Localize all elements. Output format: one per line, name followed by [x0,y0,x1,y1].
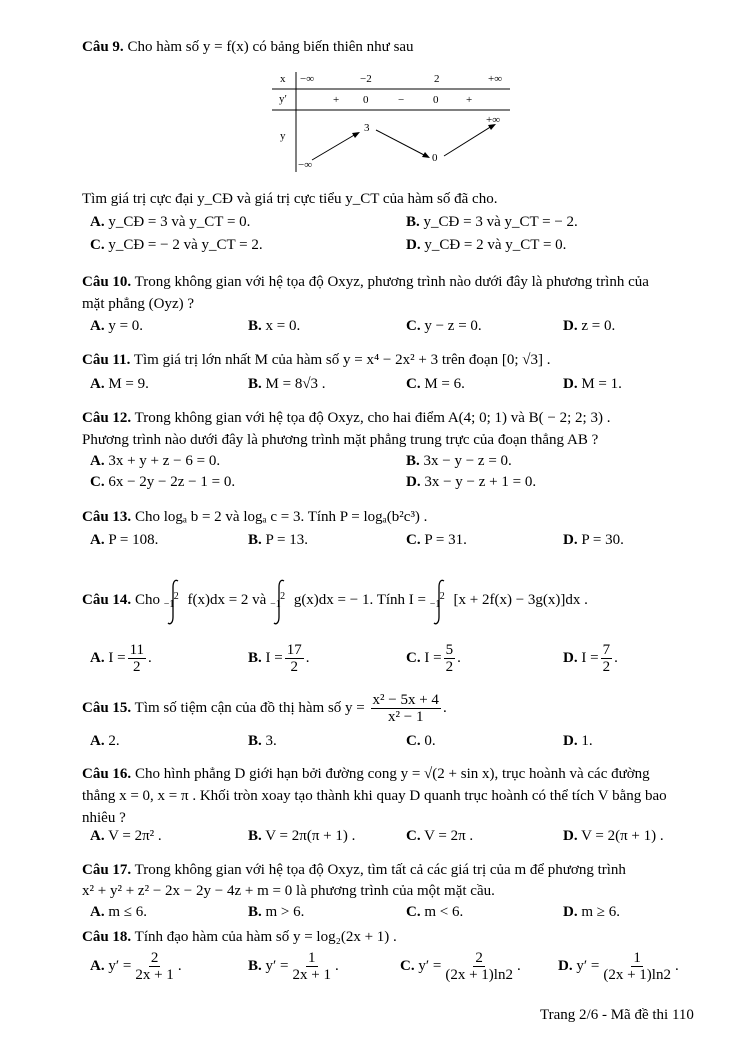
option-d[interactable] [563,375,622,393]
option-d[interactable] [563,531,624,549]
fraction [601,642,613,675]
page-footer: Trang 2/6 - Mã đề thi 110 [540,1007,694,1023]
question-label: Câu 17. [82,862,132,878]
option-label: C. [406,733,421,749]
question-9 [82,38,414,56]
option-text: 0. [424,733,436,749]
question-18 [82,928,397,946]
option-prefix: I = [265,650,283,666]
option-a[interactable] [90,903,147,921]
option-text: y_CĐ = − 2 và y_CT = 2. [108,237,263,253]
question-15 [82,690,447,726]
question-text-line: x² + y² + z² − 2x − 2y − 4z + m = 0 là phương trình của một mặt cầu. [82,883,495,899]
question-text: Cho [134,592,160,608]
option-label: D. [563,650,578,666]
fraction [291,950,333,983]
x-value: 2 [434,73,440,85]
option-text: 3x − y − z + 1 = 0. [424,474,537,490]
option-text: m < 6. [424,904,464,920]
integral-sign [163,573,182,629]
option-text: P = 13. [265,532,309,548]
option-text: P = 108. [108,532,159,548]
option-label: D. [563,532,578,548]
fraction [133,950,175,983]
option-text: M = 1. [581,376,622,392]
option-b[interactable] [248,903,304,921]
option-b[interactable] [248,531,308,549]
option-label: A. [90,828,105,844]
option-label: A. [90,318,105,334]
option-a[interactable] [90,948,182,984]
question-text-line: mặt phẳng (Oyz) ? [82,296,195,312]
question-text: Trong không gian với hệ tọa độ Oxyz, cho hai điểm A(4; 0; 1) và B( − 2; 2; 3) . [134,410,611,426]
option-label: A. [90,650,105,666]
option-label: A. [90,904,105,920]
option-suffix: . [614,650,618,666]
option-text: V = 2π² . [108,828,162,844]
option-label: A. [90,532,105,548]
option-c[interactable] [400,948,521,984]
yprime-sign: − [398,94,405,106]
question-16 [82,765,650,783]
option-text: m > 6. [265,904,305,920]
option-label: D. [563,733,578,749]
question-text: Cho logₐ b = 2 và logₐ c = 3. Tính P = logₐ(b²c³) . [134,509,428,525]
option-text: y = 0. [108,318,144,334]
option-prefix: y′ = [576,958,600,974]
option-prefix: y′ = [418,958,442,974]
option-label: D. [563,376,578,392]
integral-lower: −1 [163,598,175,610]
option-b[interactable] [248,640,309,676]
option-a[interactable] [90,317,143,335]
fraction [285,642,304,675]
question-suffix: . [442,700,447,716]
denominator: 2 [133,659,141,676]
option-c[interactable] [406,317,482,335]
variation-table-lines [272,72,510,172]
option-b[interactable] [406,213,578,231]
question-text-line: Phương trình nào dưới đây là phương trình mặt phẳng trung trực của đoạn thẳng AB ? [82,432,599,448]
option-d[interactable] [563,903,620,921]
option-label: B. [248,532,262,548]
question-text: f(x)dx = 2 và [187,592,267,608]
numerator: 11 [129,642,145,659]
option-label: B. [248,318,262,334]
denominator: 2 [602,659,611,676]
option-a[interactable] [90,827,162,845]
option-label: A. [90,958,105,974]
option-text: z = 0. [581,318,616,334]
question-label: Câu 10. [82,274,132,290]
option-text: P = 30. [581,532,624,548]
option-text: M = 9. [108,376,149,392]
option-text: x = 0. [265,318,301,334]
fraction [601,950,673,983]
option-prefix: I = [108,650,126,666]
option-c[interactable] [90,473,235,491]
yprime-sign: 0 [363,94,369,106]
option-d[interactable] [558,948,679,984]
question-text: Tìm giá trị lớn nhất M của hàm số y = x⁴ − 2x² + 3 trên đoạn [0; √3] . [133,352,551,368]
option-c[interactable] [90,236,263,254]
option-label: C. [406,904,421,920]
option-text: V = 2π(π + 1) . [265,828,356,844]
question-10 [82,273,649,291]
option-prefix: y′ = [265,958,289,974]
denominator: 2 [445,659,454,676]
denominator: 2 [290,659,298,676]
option-label: B. [406,214,420,230]
option-d[interactable] [563,827,664,845]
option-d[interactable] [563,317,615,335]
denominator: (2x + 1)ln2 [445,967,513,984]
question-14 [82,572,588,628]
x-value: −2 [360,73,372,85]
question-text-line: nhiêu ? [82,810,126,826]
question-text: Cho hình phẳng D giới hạn bởi đường cong y = √(2 + sin x), trục hoành và các đường [134,766,650,782]
question-text-line: thẳng x = 0, x = π . Khối tròn xoay tạo thành khi quay D quanh trục hoành có thể tích V bằng bao [82,788,667,804]
option-b[interactable] [406,452,512,470]
option-label: A. [90,376,105,392]
question-11 [82,351,550,369]
question-text: [x + 2f(x) − 3g(x)]dx . [453,592,588,608]
numerator: 2 [475,950,483,967]
option-text: 3x + y + z − 6 = 0. [108,453,221,469]
question-text: Tính đạo hàm của hàm số y = log₂(2x + 1) . [134,929,397,945]
question-text: Tìm số tiệm cận của đồ thị hàm số y = [134,700,365,716]
y-value: 0 [432,152,438,164]
integral-upper: 2 [439,590,445,602]
option-text: 1. [581,733,593,749]
option-prefix: I = [581,650,599,666]
y-value: +∞ [486,114,501,126]
option-label: B. [248,650,262,666]
option-label: B. [248,828,262,844]
option-label: C. [406,318,421,334]
integral-upper: 2 [173,590,179,602]
numerator: 17 [286,642,302,659]
question-text: g(x)dx = − 1. Tính I = [293,592,426,608]
option-suffix: . [457,650,461,666]
option-label: B. [248,376,262,392]
option-d[interactable] [563,640,618,676]
option-label: B. [248,958,262,974]
option-label: A. [90,214,105,230]
option-suffix: . [305,650,310,666]
denominator: 2x + 1 [135,967,174,984]
option-text: M = 8√3 . [265,376,326,392]
option-text: y − z = 0. [424,318,482,334]
option-prefix: y′ = [108,958,132,974]
question-text: Trong không gian với hệ tọa độ Oxyz, phương trình nào dưới đây là phương trình của [134,274,649,290]
option-a[interactable] [90,452,220,470]
option-a[interactable] [90,732,120,750]
variation-table [272,72,510,172]
option-suffix: . [516,958,521,974]
y-value: 3 [364,122,370,134]
option-suffix: . [674,958,679,974]
denominator: (2x + 1)ln2 [603,967,671,984]
option-label: C. [90,237,105,253]
fraction [444,642,456,675]
option-label: D. [558,958,573,974]
question-label: Câu 9. [82,39,124,55]
question-label: Câu 18. [82,929,132,945]
option-label: B. [248,733,262,749]
yprime-sign: 0 [433,94,439,106]
x-value: −∞ [300,73,315,85]
question-17 [82,861,626,879]
option-prefix: I = [424,650,442,666]
option-d[interactable] [406,236,566,254]
denominator: 2x + 1 [292,967,331,984]
option-label: D. [406,474,421,490]
option-c[interactable] [406,903,463,921]
integral-sign [429,573,448,629]
option-d[interactable] [563,732,593,750]
option-a[interactable] [90,640,152,676]
option-suffix: . [148,650,152,666]
row-y-label: y [280,130,286,142]
integral-upper: 2 [280,590,286,602]
option-text: m ≥ 6. [581,904,620,920]
option-label: C. [406,376,421,392]
option-label: B. [406,453,420,469]
option-label: D. [563,904,578,920]
yprime-sign: + [466,94,473,106]
option-b[interactable] [248,948,339,984]
question-label: Câu 12. [82,410,132,426]
option-text: 3. [265,733,277,749]
option-label: C. [406,532,421,548]
numerator: 2 [150,950,159,967]
question-text: Trong không gian với hệ tọa độ Oxyz, tìm tất cả các giá trị của m để phương trình [134,862,626,878]
question-9-prompt: Tìm giá trị cực đại y_CĐ và giá trị cực tiểu y_CT của hàm số đã cho. [82,191,498,207]
option-label: D. [563,318,578,334]
option-label: A. [90,733,105,749]
row-x-label: x [280,73,286,85]
x-value: +∞ [488,73,503,85]
yprime-sign: + [333,94,340,106]
fraction [443,950,515,983]
option-a[interactable] [90,531,158,549]
option-label: D. [406,237,421,253]
option-label: C. [400,958,415,974]
option-label: A. [90,453,105,469]
option-c[interactable] [406,375,465,393]
option-text: m ≤ 6. [108,904,147,920]
option-d[interactable] [406,473,536,491]
option-text: 2. [108,733,120,749]
option-text: y_CĐ = 3 và y_CT = − 2. [423,214,578,230]
option-b[interactable] [248,317,300,335]
option-b[interactable] [248,827,355,845]
question-13 [82,508,427,526]
option-label: D. [563,828,578,844]
option-text: V = 2π . [424,828,474,844]
option-text: M = 6. [424,376,465,392]
numerator: 1 [633,950,641,967]
question-label: Câu 15. [82,700,132,716]
option-a[interactable] [90,375,149,393]
option-text: y_CĐ = 3 và y_CT = 0. [108,214,251,230]
numerator: 1 [308,950,316,967]
option-label: C. [406,828,421,844]
row-yprime-label: y′ [279,93,287,105]
question-label: Câu 11. [82,352,131,368]
option-c[interactable] [406,640,461,676]
y-value: −∞ [298,159,313,171]
option-c[interactable] [406,732,436,750]
option-label: C. [90,474,105,490]
question-label: Câu 13. [82,509,132,525]
question-text: Cho hàm số y = f(x) có bảng biến thiên như sau [127,39,414,55]
numerator: 5 [445,642,454,659]
question-label: Câu 16. [82,766,132,782]
option-label: B. [248,904,262,920]
option-suffix: . [177,958,182,974]
option-c[interactable] [406,531,467,549]
option-a[interactable] [90,213,250,231]
option-text: 3x − y − z = 0. [423,453,512,469]
fraction [128,642,146,675]
integral-lower: −1 [270,598,281,610]
question-label: Câu 14. [82,592,132,608]
option-label: C. [406,650,421,666]
numerator: x² − 5x + 4 [372,692,439,709]
numerator: 7 [602,642,611,659]
option-text: V = 2(π + 1) . [581,828,664,844]
option-text: P = 31. [424,532,467,548]
fraction [371,692,441,725]
option-suffix: . [334,958,339,974]
option-c[interactable] [406,827,473,845]
question-12 [82,409,610,427]
integral-lower: −1 [429,598,441,610]
option-b[interactable] [248,732,277,750]
option-text: y_CĐ = 2 và y_CT = 0. [424,237,567,253]
option-b[interactable] [248,375,326,393]
option-text: 6x − 2y − 2z − 1 = 0. [108,474,236,490]
denominator: x² − 1 [387,709,424,726]
integral-sign [272,573,288,629]
